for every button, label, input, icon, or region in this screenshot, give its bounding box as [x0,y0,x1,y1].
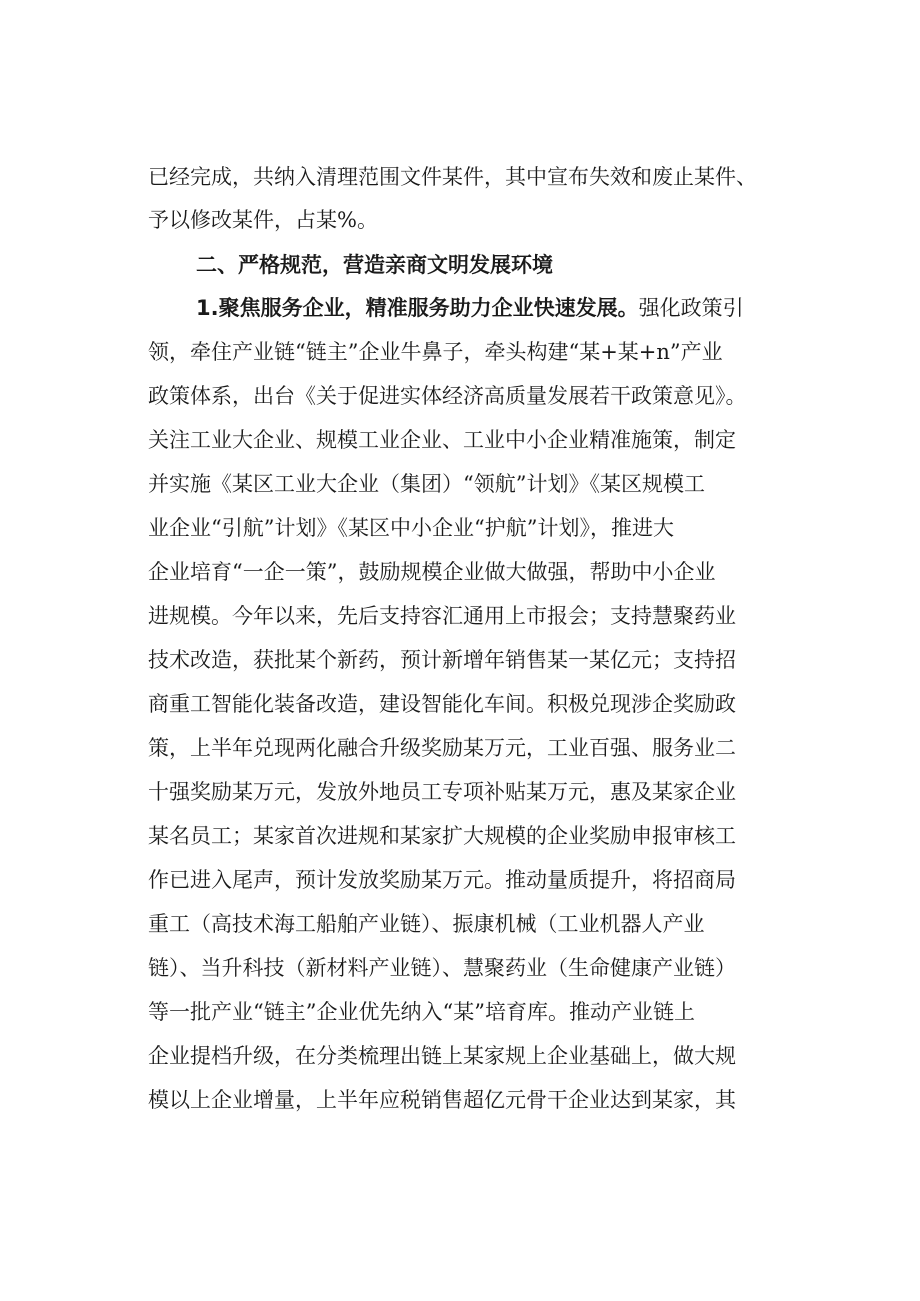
text-line-20: 等一批产业“链主”企业优先纳入“某”培育库。推动产业链上 [148,1000,695,1024]
text-line-2: 予以修改某件，占某%。 [148,208,378,232]
text-line-19: 链）、当升科技（新材料产业链）、慧聚药业（生命健康产业链） [148,956,736,980]
paragraph-lead-line [196,293,808,323]
text-line-16: 某名员工；某家首次进规和某家扩大规模的企业奖励申报审核工 [148,824,736,848]
text-line-15: 十强奖励某万元，发放外地员工专项补贴某万元，惠及某家企业 [148,780,736,804]
paragraph-lead-title: 1.聚焦服务企业，精准服务助力企业快速发展。 [196,296,639,320]
text-line-1: 已经完成，共纳入清理范围文件某件，其中宣布失效和废止某件、 [148,165,757,189]
text-line-9: 业企业“引航”计划》《某区中小企业“护航”计划》，推进大 [148,516,674,540]
text-line-17: 作已进入尾声，预计发放奖励某万元。推动量质提升，将招商局 [148,868,736,892]
text-line-14: 策，上半年兑现两化融合升级奖励某万元，工业百强、服务业二 [148,736,736,760]
text-line-13: 商重工智能化装备改造，建设智能化车间。积极兑现涉企奖励政 [148,692,736,716]
text-line-5: 领，牵住产业链“链主”企业牛鼻子，牵头构建“某+某+n”产业 [148,340,723,364]
section-heading: 二、严格规范，营造亲商文明发展环境 [196,253,553,277]
text-line-21: 企业提档升级，在分类梳理出链上某家规上企业基础上，做大规 [148,1044,736,1068]
text-line-7: 关注工业大企业、规模工业企业、工业中小企业精准施策，制定 [148,428,736,452]
text-line-18: 重工（高技术海工船舶产业链）、振康机械（工业机器人产业 [148,912,705,936]
text-line-10: 企业培育“一企一策”，鼓励规模企业做大做强，帮助中小企业 [148,560,716,584]
text-line-12: 技术改造，获批某个新药，预计新增年销售某一某亿元；支持招 [148,648,736,672]
text-line-22: 模以上企业增量，上半年应税销售超亿元骨干企业达到某家，其 [148,1088,736,1112]
text-line-8: 并实施《某区工业大企业（集团）“领航”计划》《某区规模工 [148,472,705,496]
paragraph-lead-text: 强化政策引 [638,296,744,320]
text-line-11: 进规模。今年以来，先后支持容汇通用上市报会；支持慧聚药业 [148,604,736,628]
text-line-6: 政策体系，出台《关于促进实体经济高质量发展若干政策意见》。 [148,384,747,408]
